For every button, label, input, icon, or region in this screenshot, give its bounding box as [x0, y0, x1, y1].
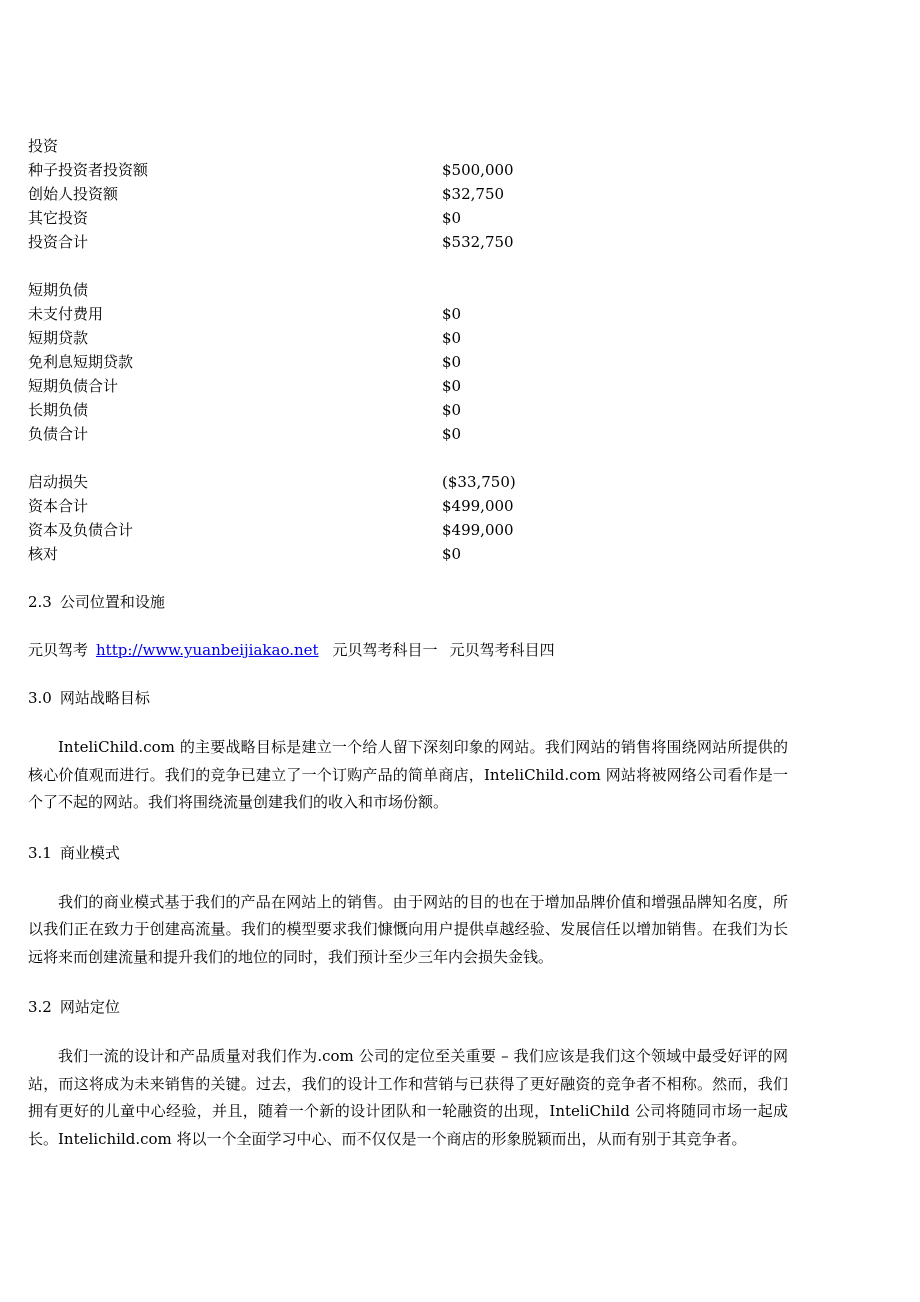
row-value: $0 — [442, 329, 462, 347]
section-heading-3-1 — [28, 841, 788, 865]
section-paragraph-3-0: InteliChild.com 的主要战略目标是建立一个给人留下深刻印象的网站。我们网站的销售将围绕网站所提供的核心价值观而进行。我们的竞争已建立了一个订购产品的简单商店，InteliChild.com 网站将被网络公司看作是一个了不起的网站。我们将围绕流量创建我们的收入和市场份额。 — [28, 738, 788, 811]
document-page — [28, 134, 788, 1153]
table-row — [28, 398, 788, 422]
row-label: 核对 — [28, 545, 59, 563]
investment-title: 投资 — [28, 137, 59, 155]
section-number: 3.0 — [28, 689, 52, 707]
row-label: 免利息短期贷款 — [28, 353, 134, 371]
table-row — [28, 302, 788, 326]
investment-title-row — [28, 134, 788, 158]
table-row — [28, 350, 788, 374]
section-title: 公司位置和设施 — [59, 593, 165, 611]
row-value: $499,000 — [442, 521, 514, 539]
row-value: $0 — [442, 401, 462, 419]
row-value: $0 — [442, 545, 462, 563]
row-label: 创始人投资额 — [28, 185, 119, 203]
row-label: 短期负债合计 — [28, 377, 119, 395]
section-title: 商业模式 — [59, 843, 120, 862]
row-value: $0 — [442, 377, 462, 395]
row-value: $500,000 — [442, 161, 514, 179]
section-heading-3-0 — [28, 686, 788, 710]
table-row — [28, 230, 788, 254]
table-row — [28, 158, 788, 182]
row-value: $532,750 — [442, 233, 514, 251]
row-label: 短期贷款 — [28, 329, 89, 347]
link-prefix: 元贝驾考 — [28, 641, 89, 659]
row-value: $499,000 — [442, 497, 514, 515]
table-row — [28, 518, 788, 542]
table-row — [28, 422, 788, 446]
row-label: 未支付费用 — [28, 305, 104, 323]
section-heading-2-3 — [28, 590, 788, 614]
table-row — [28, 326, 788, 350]
section-heading-3-2 — [28, 995, 788, 1019]
table-row — [28, 494, 788, 518]
row-label: 种子投资者投资额 — [28, 161, 149, 179]
link-item-2: 元贝驾考科目四 — [449, 641, 555, 659]
row-label: 长期负债 — [28, 401, 89, 419]
table-row — [28, 542, 788, 566]
table-row — [28, 470, 788, 494]
link-line — [28, 638, 788, 662]
table-row — [28, 182, 788, 206]
liabilities-title: 短期负债 — [28, 281, 89, 299]
section-paragraph-3-1: 我们的商业模式基于我们的产品在网站上的销售。由于网站的目的也在于增加品牌价值和增强品牌知名度，所以我们正在致力于创建高流量。我们的模型要求我们慷慨向用户提供卓越经验、发展信任以增加销售。在我们为长远将来而创建流量和提升我们的地位的同时，我们预计至少三年内会损失金钱。 — [28, 892, 788, 966]
website-link[interactable]: http://www.yuanbeijiakao.net — [96, 641, 319, 659]
row-label: 负债合计 — [28, 425, 89, 443]
row-label: 启动损失 — [28, 473, 89, 491]
link-item-1: 元贝驾考科目一 — [332, 641, 438, 659]
row-label: 投资合计 — [28, 233, 89, 251]
row-label: 其它投资 — [28, 209, 89, 227]
row-value: $0 — [442, 425, 462, 443]
row-label: 资本合计 — [28, 497, 89, 515]
section-number: 2.3 — [28, 593, 52, 611]
table-row — [28, 206, 788, 230]
row-value: ($33,750) — [442, 473, 516, 491]
section-title: 网站战略目标 — [59, 689, 150, 707]
row-value: $32,750 — [442, 185, 505, 203]
spacer — [28, 254, 788, 278]
row-value: $0 — [442, 305, 462, 323]
liabilities-title-row — [28, 278, 788, 302]
section-title: 网站定位 — [59, 998, 120, 1016]
row-label: 资本及负债合计 — [28, 521, 134, 539]
section-number: 3.2 — [28, 998, 52, 1016]
spacer — [28, 446, 788, 470]
row-value: $0 — [442, 353, 462, 371]
section-number: 3.1 — [28, 843, 52, 862]
table-row — [28, 374, 788, 398]
row-value: $0 — [442, 209, 462, 227]
section-paragraph-3-2: 我们一流的设计和产品质量对我们作为.com 公司的定位至关重要 – 我们应该是我们这个领域中最受好评的网站，而这将成为未来销售的关键。过去，我们的设计工作和营销与已获得了更好融资的竞争者不相称。然而，我们拥有更好的儿童中心经验，并且，随着一个新的设计团队和一轮融资的出现，InteliChild 公司将随同市场一起成长。Intelichild.com 将以一个全面学习中心、而不仅仅是一个商店的形象脱颖而出，从而有别于其竞争者。 — [28, 1047, 788, 1148]
